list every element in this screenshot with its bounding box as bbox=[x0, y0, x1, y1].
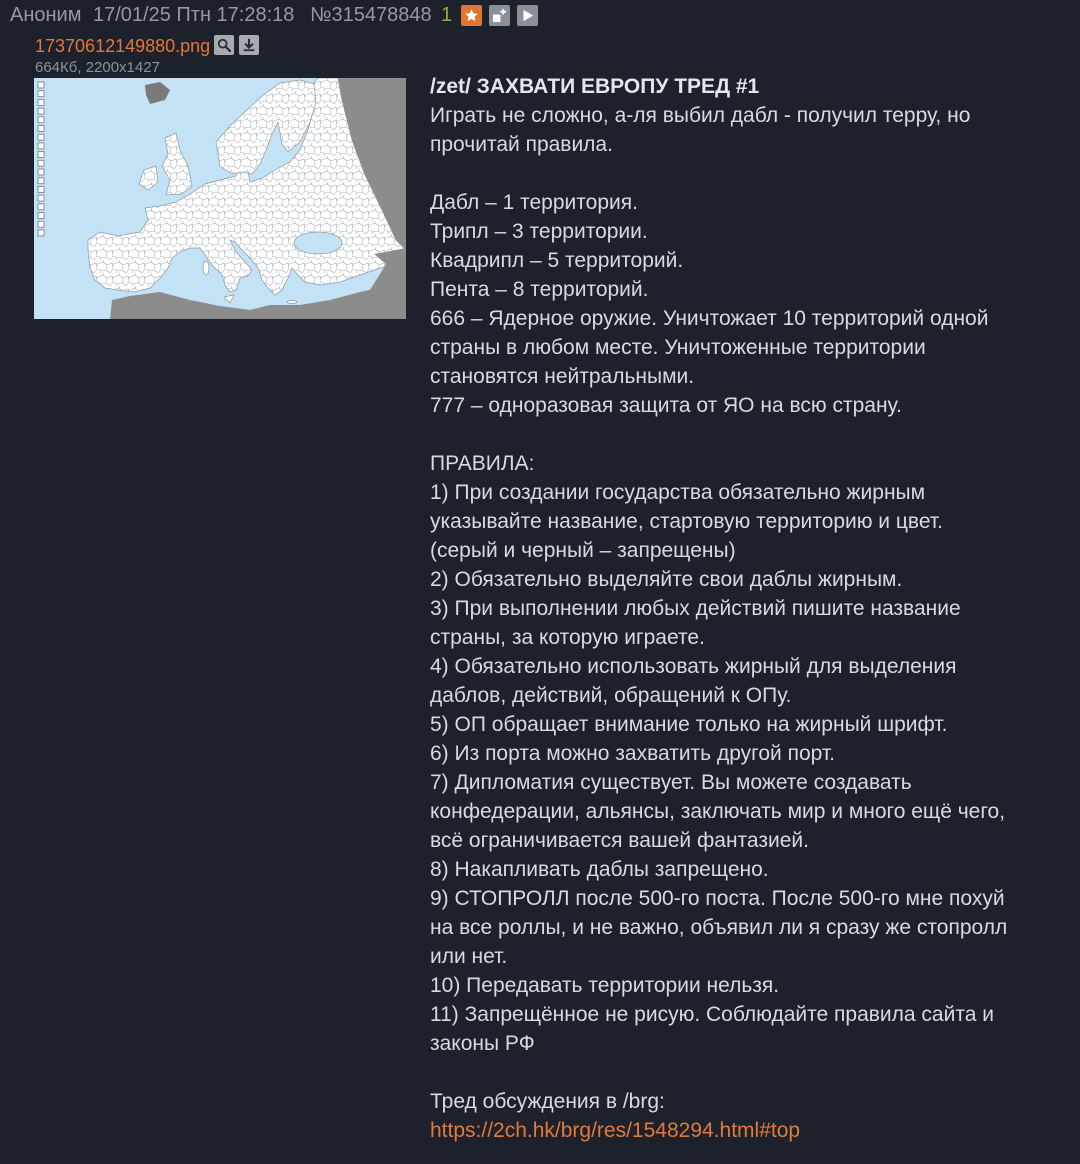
play-icon bbox=[521, 9, 534, 22]
legend-swatch bbox=[38, 169, 44, 175]
rule-line: 7) Дипломатия существует. Вы можете создавать bbox=[430, 771, 912, 794]
favorite-button[interactable] bbox=[461, 5, 482, 26]
roll-line: Трипл – 3 территории. bbox=[430, 220, 648, 243]
rule-line: 11) Запрещённое не рисую. Соблюдайте правила сайта и bbox=[430, 1003, 994, 1026]
post-number[interactable]: №315478848 bbox=[310, 4, 432, 26]
post-message bbox=[430, 72, 1070, 1145]
roll-line: 666 – Ядерное оружие. Уничтожает 10 территорий одной bbox=[430, 307, 989, 330]
rule-line: даблов, действий, обращений к ОПу. bbox=[430, 684, 792, 707]
download-icon bbox=[242, 38, 256, 52]
post-author: Аноним bbox=[10, 4, 82, 26]
star-icon bbox=[464, 8, 479, 23]
legend-swatch bbox=[38, 178, 44, 184]
line-gap bbox=[430, 159, 1070, 188]
rule-line: на все роллы, и не важно, объявил ли я сразу же стопролл bbox=[430, 916, 1008, 939]
message-line: прочитай правила. bbox=[430, 133, 613, 156]
post-options-button[interactable] bbox=[489, 5, 510, 26]
map-black-sea bbox=[294, 232, 342, 254]
rule-line: 5) ОП обращает внимание только на жирный шрифт. bbox=[430, 713, 948, 736]
legend-swatch bbox=[38, 91, 44, 97]
line-gap bbox=[430, 1058, 1070, 1087]
rule-line: 10) Передавать территории нельзя. bbox=[430, 974, 780, 997]
rule-line: указывайте название, стартовую территорию и цвет. bbox=[430, 510, 943, 533]
legend-swatch bbox=[38, 195, 44, 201]
rule-line: или нет. bbox=[430, 945, 508, 968]
rule-line: (серый и черный – запрещены) bbox=[430, 539, 736, 562]
legend-swatch bbox=[38, 213, 44, 219]
line-gap bbox=[430, 420, 1070, 449]
legend-swatch bbox=[38, 230, 44, 236]
reply-count[interactable]: 1 bbox=[441, 4, 453, 26]
legend-swatch bbox=[38, 99, 44, 105]
roll-line: Дабл – 1 территория. bbox=[430, 191, 638, 214]
rule-line: страны, за которую играете. bbox=[430, 626, 705, 649]
download-button[interactable] bbox=[239, 35, 259, 55]
legend-swatch bbox=[38, 108, 44, 114]
rule-line: всё ограничивается вашей фантазией. bbox=[430, 829, 809, 852]
search-icon bbox=[217, 38, 231, 52]
roll-line: 777 – одноразовая защита от ЯО на всю страну. bbox=[430, 394, 902, 417]
rule-line: 8) Накапливать даблы запрещено. bbox=[430, 858, 769, 881]
post-date: 17/01/25 Птн 17:28:18 bbox=[93, 4, 295, 26]
rule-line: 3) При выполнении любых действий пишите название bbox=[430, 597, 961, 620]
rule-line: 1) При создании государства обязательно жирным bbox=[430, 481, 926, 504]
legend-swatch bbox=[38, 152, 44, 158]
roll-line: страны в любом месте. Уничтоженные территории bbox=[430, 336, 926, 359]
thumbnail-image[interactable] bbox=[34, 78, 406, 319]
file-name-link[interactable]: 17370612149880.png bbox=[35, 36, 211, 56]
rules-header: ПРАВИЛА: bbox=[430, 452, 535, 475]
thread-title: /zet/ ЗАХВАТИ ЕВРОПУ ТРЕД #1 bbox=[430, 75, 760, 98]
play-button[interactable] bbox=[517, 5, 538, 26]
rule-line: 6) Из порта можно захватить другой порт. bbox=[430, 742, 835, 765]
roll-line: становятся нейтральными. bbox=[430, 365, 695, 388]
post-options-icon bbox=[492, 8, 507, 23]
rule-line: конфедерации, альянсы, заключать мир и много ещё чего, bbox=[430, 800, 1006, 823]
legend-swatch bbox=[38, 221, 44, 227]
legend-swatch bbox=[38, 186, 44, 192]
message-line: Играть не сложно, а-ля выбил дабл - получил терру, но bbox=[430, 104, 971, 127]
legend-swatch bbox=[38, 82, 44, 88]
legend-swatch bbox=[38, 134, 44, 140]
legend-swatch bbox=[38, 126, 44, 132]
rule-line: 4) Обязательно использовать жирный для выделения bbox=[430, 655, 957, 678]
discussion-text: Тред обсуждения в /brg: bbox=[430, 1090, 665, 1113]
rule-line: 9) СТОПРОЛЛ после 500-го поста. После 500-го мне похуй bbox=[430, 887, 1005, 910]
rule-line: законы РФ bbox=[430, 1032, 535, 1055]
search-image-button[interactable] bbox=[214, 35, 234, 55]
europe-map bbox=[34, 78, 406, 319]
roll-line: Пента – 8 территорий. bbox=[430, 278, 649, 301]
legend-swatch bbox=[38, 160, 44, 166]
roll-line: Квадрипл – 5 территорий. bbox=[430, 249, 684, 272]
legend-swatch bbox=[38, 117, 44, 123]
file-meta: 664Кб, 2200x1427 bbox=[35, 59, 160, 76]
legend-swatch bbox=[38, 204, 44, 210]
discussion-thread-link[interactable]: https://2ch.hk/brg/res/1548294.html#top bbox=[430, 1119, 801, 1142]
rule-line: 2) Обязательно выделяйте свои даблы жирным. bbox=[430, 568, 903, 591]
legend-swatch bbox=[38, 143, 44, 149]
